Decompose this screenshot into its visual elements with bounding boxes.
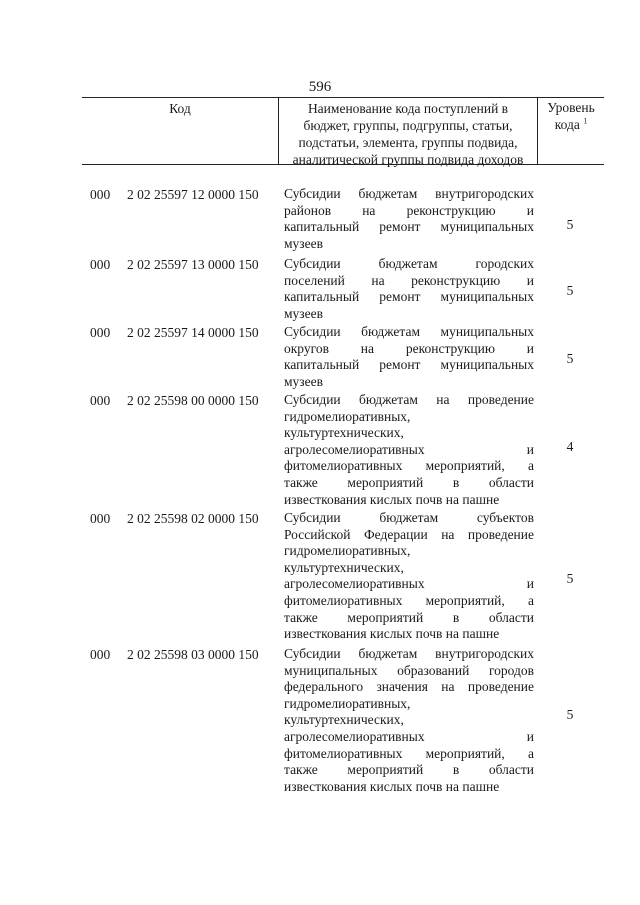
header-level-line1: Уровень [547,100,595,115]
table-row [0,324,640,390]
row-description-line: капитальный ремонт муниципальных [284,219,534,235]
header-code: Код [169,101,191,116]
row-description-line: гидромелиоративных, [284,543,411,559]
row-description-line: культуртехнических, [284,559,404,575]
table-row [0,646,640,795]
header-level-footnote: 1 [583,116,588,126]
row-prefix: 000 [90,187,111,202]
row-description-line: известкования кислых почв на пашне [284,626,500,642]
row-description-line: музеев [284,235,323,251]
row-code: 2 02 25597 14 0000 150 [127,325,259,340]
page-number: 596 [308,79,332,95]
header-name-line: бюджет, группы, подгруппы, статьи, [303,118,513,133]
row-description-line: поселений на реконструкцию и [284,272,534,288]
row-description [284,392,534,508]
row-description-line: Субсидии бюджетам на проведение [284,392,534,407]
row-prefix: 000 [90,325,111,340]
row-description-line: Субсидии бюджетам внутригородских [284,646,534,661]
row-description-line: также мероприятий в области [284,474,534,490]
row-prefix: 000 [90,647,111,662]
row-code: 2 02 25598 03 0000 150 [127,647,259,662]
table-row [0,186,640,252]
header-name-line: подстатьи, элемента, группы подвида, [298,135,518,150]
header-name-line: Наименование кода поступлений в [307,101,509,116]
header-level-line2 [538,116,604,133]
row-description-line: также мероприятий в области [284,609,534,625]
row-description-line: капитальный ремонт муниципальных [284,289,534,305]
row-code: 2 02 25598 02 0000 150 [127,511,259,526]
row-code: 2 02 25597 12 0000 150 [127,187,259,202]
table-row [0,392,640,508]
row-description-line: агролесомелиоративных и [284,576,534,592]
header-level [538,98,604,164]
header-name-line: аналитической группы подвида доходов [292,152,524,167]
row-description-line: культуртехнических, [284,425,404,441]
row-description-line: музеев [284,373,323,389]
row-description [284,186,534,252]
row-description-line: муниципальных образований городов [284,662,534,678]
row-description-line: агролесомелиоративных и [284,441,534,457]
row-description-line: фитомелиоративных мероприятий, а [284,592,534,608]
row-description-line: Субсидии бюджетам городских [284,256,534,271]
row-description-line: Субсидии бюджетам субъектов [284,510,534,525]
row-description-line: также мероприятий в области [284,762,534,778]
header-level-word: кода [554,117,580,132]
row-description [284,324,534,390]
row-level: 4 [566,439,574,454]
row-description-line: культуртехнических, [284,712,404,728]
row-description-line: гидромелиоративных, [284,408,411,424]
row-description-line: округов на реконструкцию и [284,340,534,356]
row-prefix: 000 [90,393,111,408]
row-description-line: Субсидии бюджетам муниципальных [284,324,534,339]
row-level: 5 [566,571,574,586]
row-description-line: музеев [284,305,323,321]
row-level: 5 [566,217,574,232]
row-code: 2 02 25598 00 0000 150 [127,393,259,408]
row-level: 5 [566,351,574,366]
row-description-line: гидромелиоративных, [284,695,411,711]
row-description-line: известкования кислых почв на пашне [284,778,500,794]
row-description-line: фитомелиоративных мероприятий, а [284,458,534,474]
table-header [82,97,604,165]
table-row [0,510,640,643]
row-level: 5 [566,707,574,722]
row-description [284,510,534,643]
row-prefix: 000 [90,511,111,526]
row-description-line: известкования кислых почв на пашне [284,491,500,507]
row-description-line: Российской Федерации на проведение [284,526,534,542]
row-description-line: федерального значения на проведение [284,679,534,695]
row-level: 5 [566,283,574,298]
header-name [278,98,538,167]
row-description [284,256,534,322]
row-description-line: агролесомелиоративных и [284,728,534,744]
row-description-line: Субсидии бюджетам внутригородских [284,186,534,201]
row-code: 2 02 25597 13 0000 150 [127,257,259,272]
row-description [284,646,534,795]
row-prefix: 000 [90,257,111,272]
row-description-line: районов на реконструкцию и [284,202,534,218]
row-description-line: фитомелиоративных мероприятий, а [284,745,534,761]
table-row [0,256,640,322]
row-description-line: капитальный ремонт муниципальных [284,357,534,373]
